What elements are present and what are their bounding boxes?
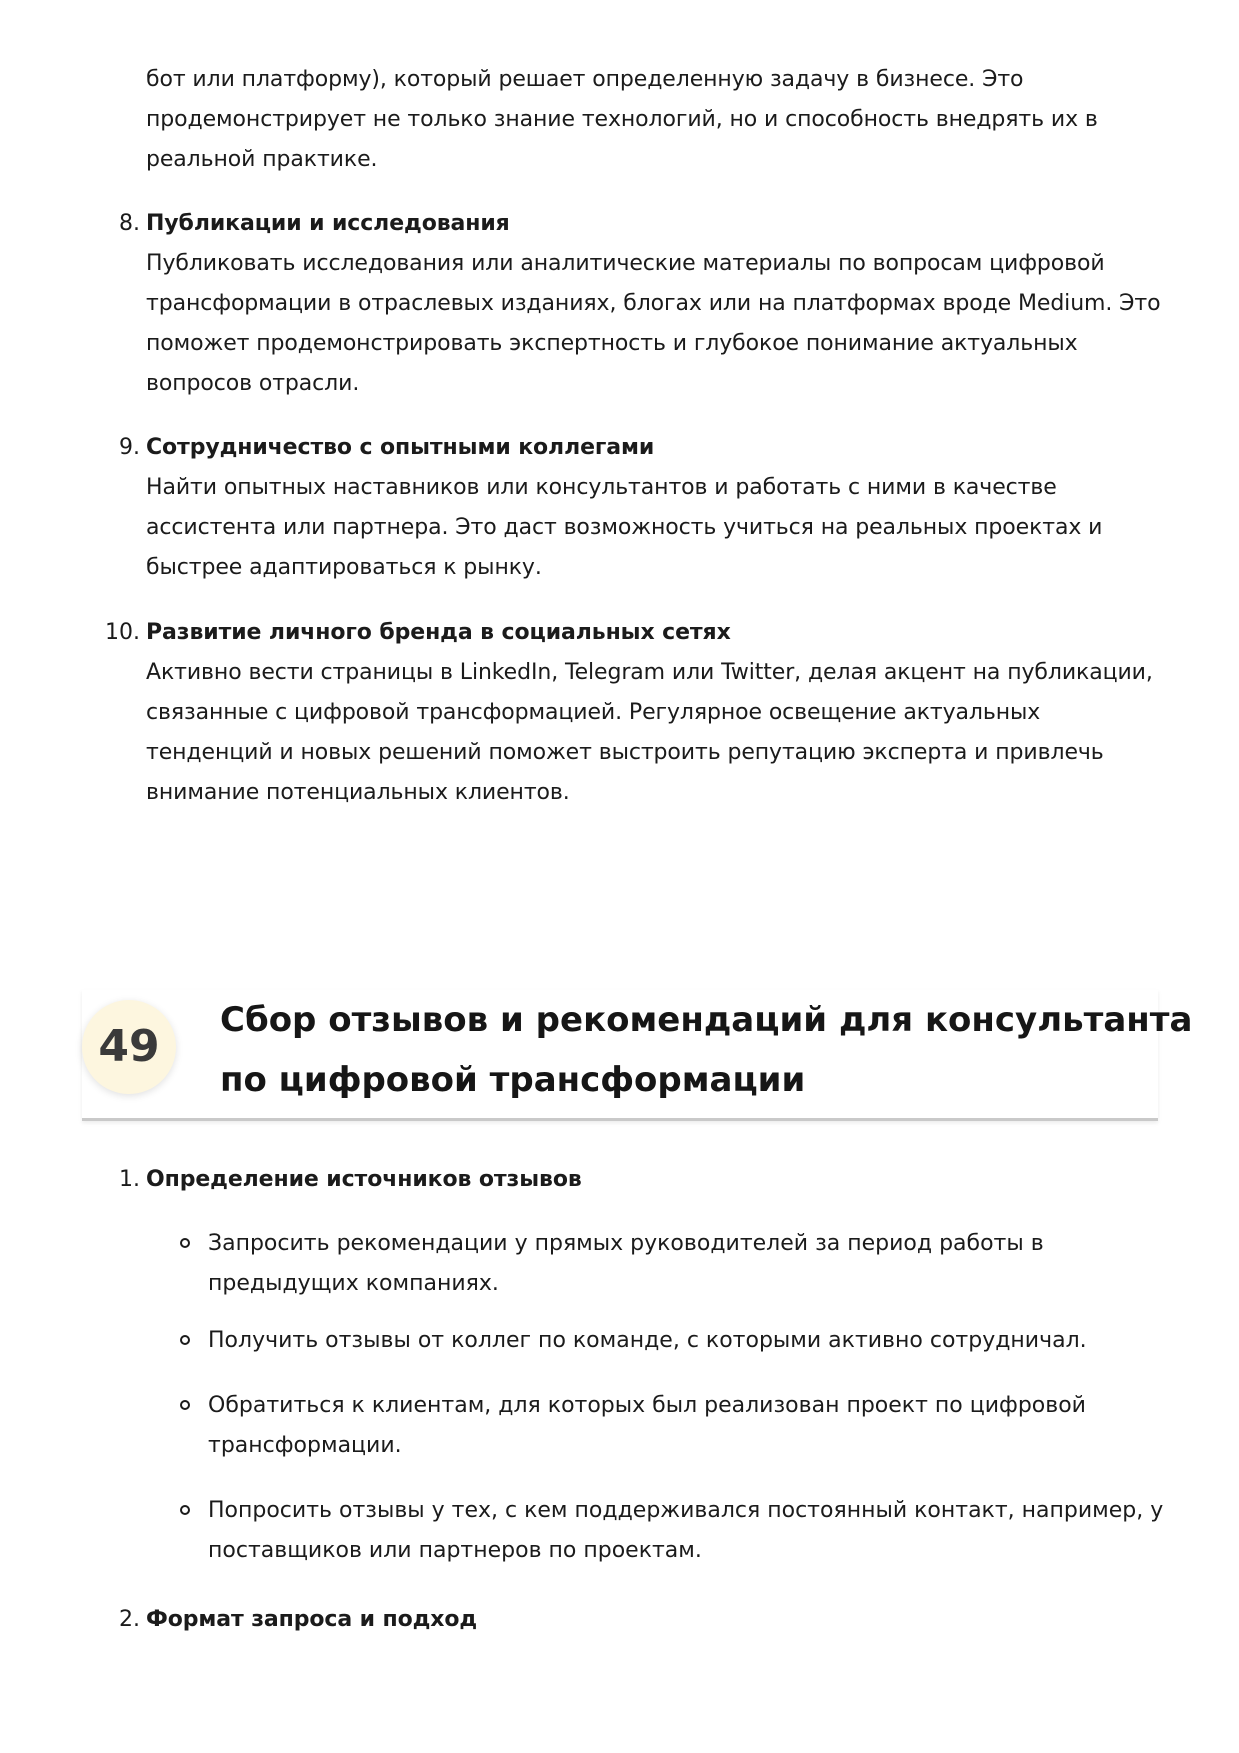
bullet-marker <box>180 1335 190 1345</box>
paragraph-line: предыдущих компаниях. <box>208 1271 499 1296</box>
paragraph-line: Запросить рекомендации у прямых руководителей за период работы в <box>208 1231 1044 1256</box>
chapter-title <box>220 990 1193 1110</box>
bullet-item <box>208 1224 1168 1304</box>
list-number: 8. <box>119 211 140 236</box>
paragraph-line: тенденций и новых решений поможет выстроить репутацию эксперта и привлечь <box>146 740 1104 765</box>
paragraph-line: Найти опытных наставников или консультантов и работать с ними в качестве <box>146 475 1057 500</box>
paragraph-line: Получить отзывы от коллег по команде, с которыми активно сотрудничал. <box>208 1328 1087 1353</box>
bullet-item <box>208 1321 1168 1361</box>
list-item <box>146 204 1161 404</box>
list-number: 9. <box>119 435 140 460</box>
paragraph-line: реальной практике. <box>146 147 378 172</box>
paragraph-line: трансформации в отраслевых изданиях, блогах или на платформах вроде Medium. Это <box>146 291 1161 316</box>
paragraph-line: трансформации. <box>208 1433 402 1458</box>
intro-paragraph <box>146 60 1156 180</box>
list-number: 2. <box>119 1607 140 1632</box>
list-item <box>146 613 1156 813</box>
paragraph-line: Активно вести страницы в LinkedIn, Telegram или Twitter, делая акцент на публикации, <box>146 660 1153 685</box>
paragraph-line: поможет продемонстрировать экспертность и глубокое понимание актуальных <box>146 331 1078 356</box>
list-number: 1. <box>119 1167 140 1192</box>
paragraph-line: поставщиков или партнеров по проектам. <box>208 1538 702 1563</box>
paragraph-line: быстрее адаптироваться к рынку. <box>146 555 542 580</box>
bullet-marker <box>180 1505 190 1515</box>
list-item-title: Определение источников отзывов <box>146 1167 582 1192</box>
paragraph-line: продемонстрирует не только знание технологий, но и способность внедрять их в <box>146 107 1098 132</box>
chapter-title-line: Сбор отзывов и рекомендаций для консультанта <box>220 1000 1193 1040</box>
list-item-title: Сотрудничество с опытными коллегами <box>146 435 655 460</box>
chapter-number-badge: 49 <box>82 1000 176 1094</box>
list-item-title: Формат запроса и подход <box>146 1607 478 1632</box>
paragraph-line: Обратиться к клиентам, для которых был реализован проект по цифровой <box>208 1393 1086 1418</box>
chapter-heading <box>82 990 1193 1121</box>
list-number: 10. <box>105 620 140 645</box>
list-item <box>146 428 1156 588</box>
list-item-title: Публикации и исследования <box>146 211 510 236</box>
bullet-marker <box>180 1400 190 1410</box>
bullet-item <box>208 1386 1168 1466</box>
paragraph-line: бот или платформу), который решает определенную задачу в бизнесе. Это <box>146 67 1024 92</box>
paragraph-line: вопросов отрасли. <box>146 371 360 396</box>
list-item-title: Развитие личного бренда в социальных сетях <box>146 620 731 645</box>
paragraph-line: внимание потенциальных клиентов. <box>146 780 570 805</box>
paragraph-line: Публиковать исследования или аналитические материалы по вопросам цифровой <box>146 251 1105 276</box>
bullet-marker <box>180 1238 190 1248</box>
paragraph-line: Попросить отзывы у тех, с кем поддерживался постоянный контакт, например, у <box>208 1498 1164 1523</box>
chapter-title-line: по цифровой трансформации <box>220 1060 806 1100</box>
bullet-item <box>208 1491 1168 1571</box>
paragraph-line: связанные с цифровой трансформацией. Регулярное освещение актуальных <box>146 700 1041 725</box>
paragraph-line: ассистента или партнера. Это даст возможность учиться на реальных проектах и <box>146 515 1103 540</box>
